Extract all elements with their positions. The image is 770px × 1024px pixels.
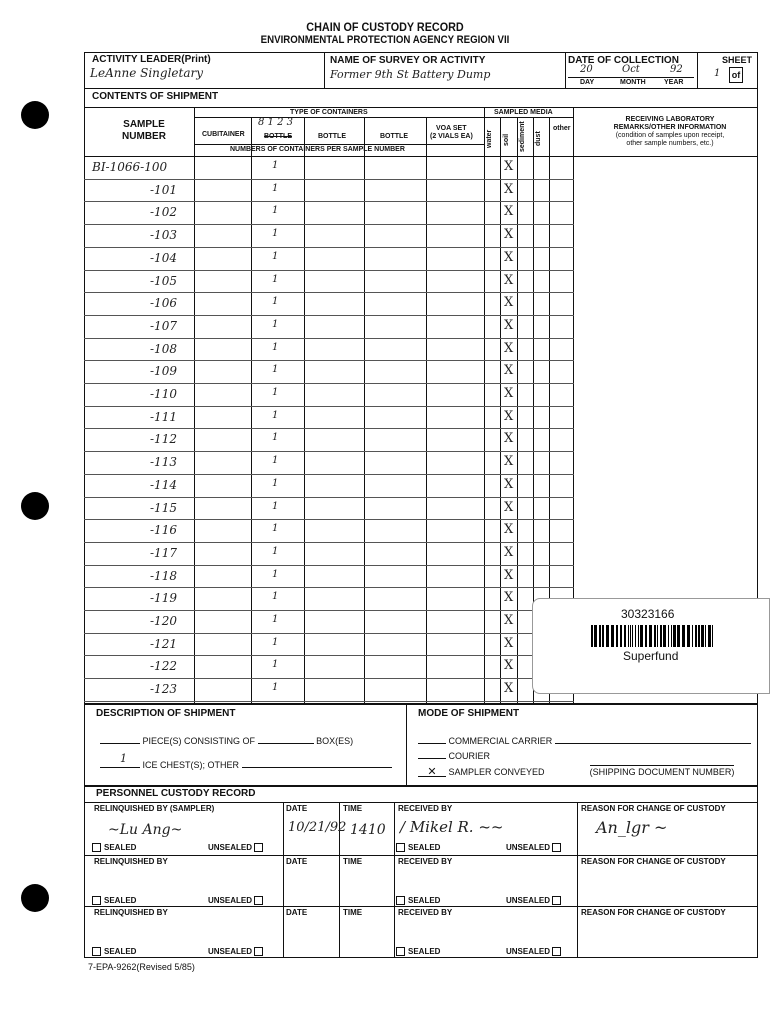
sample-number-cell[interactable]: -105 (150, 273, 177, 288)
table-row-divider (84, 542, 574, 543)
barcode-bar (712, 625, 713, 647)
soil-media-mark[interactable]: X (504, 204, 514, 220)
sample-number-cell[interactable]: -115 (150, 500, 177, 515)
checkbox-label: SEALED (104, 843, 137, 852)
soil-media-mark[interactable]: X (504, 408, 514, 424)
barcode-bar (606, 625, 609, 647)
barcode-bar (591, 625, 593, 647)
soil-media-mark[interactable]: X (504, 590, 514, 606)
date-of-collection-label: DATE OF COLLECTION (568, 55, 679, 66)
remarks-sub2: other sample numbers, etc.) (626, 140, 714, 147)
sheet-number[interactable]: 1 (714, 68, 721, 79)
table-row-divider (84, 633, 574, 634)
table-row-divider (84, 587, 574, 588)
table-row-divider (84, 610, 574, 611)
soil-media-mark[interactable]: X (504, 159, 514, 174)
time-label: TIME (343, 857, 363, 866)
table-row-divider (84, 406, 574, 407)
barcode-bar (645, 625, 647, 647)
container-count-cell[interactable]: 1 (272, 409, 279, 421)
soil-media-mark[interactable]: X (504, 567, 514, 583)
sample-number-cell[interactable]: -113 (150, 455, 177, 470)
relinquished-by-label: RELINQUISHED BY (94, 908, 168, 917)
table-row-divider (84, 247, 574, 248)
sample-number-cell[interactable]: -118 (150, 568, 177, 583)
relinquished-by-label: RELINQUISHED BY (94, 857, 168, 866)
table-row-divider (84, 292, 574, 293)
media-other-label: other (553, 125, 571, 132)
soil-media-mark[interactable]: X (504, 249, 514, 265)
sheet-of-box: of (729, 67, 743, 83)
barcode-bar (616, 625, 618, 647)
soil-media-mark[interactable]: X (504, 340, 514, 356)
barcode-bar (635, 625, 636, 647)
container-count-cell[interactable]: 1 (272, 228, 279, 240)
container-count-cell[interactable]: 1 (272, 455, 279, 467)
month-label: MONTH (620, 79, 646, 86)
barcode-bar (649, 625, 652, 647)
soil-media-mark[interactable]: X (504, 317, 514, 333)
relinquished-signature: ~Lu Ang~ (108, 822, 183, 838)
sample-number-cell[interactable]: -103 (150, 228, 177, 243)
date-year[interactable]: 92 (670, 64, 683, 75)
ice-chest-line (100, 760, 392, 770)
table-row-divider (84, 201, 574, 202)
barcode-bar (657, 625, 658, 647)
soil-media-mark[interactable]: X (504, 272, 514, 288)
barcode-bar (638, 625, 639, 647)
media-sediment-label: sediment (519, 121, 526, 152)
custody-date-entry[interactable]: 10/21/92 (288, 820, 347, 835)
checkbox-label: UNSEALED (208, 947, 253, 956)
barcode-bar (695, 625, 697, 647)
sample-number-cell[interactable]: -111 (150, 409, 177, 424)
sample-number-cell[interactable]: -121 (150, 636, 177, 651)
checkbox-label: UNSEALED (208, 896, 253, 905)
checkbox-label: SEALED (408, 843, 441, 852)
sticker-number: 30323166 (621, 607, 675, 621)
date-day[interactable]: 20 (580, 64, 593, 75)
bottle-label-1: BOTTLE (264, 133, 292, 140)
remarks-sub1: (condition of samples upon receipt, (615, 132, 725, 139)
checkbox[interactable] (396, 947, 405, 956)
container-count-cell[interactable]: 1 (272, 545, 279, 557)
reason-for-change-label: REASON FOR CHANGE OF CUSTODY (581, 857, 726, 866)
table-row-divider (84, 474, 574, 475)
soil-media-mark[interactable]: X (504, 431, 514, 447)
barcode-bar (599, 625, 601, 647)
table-row-divider (84, 565, 574, 566)
barcode-bar (611, 625, 614, 647)
contents-of-shipment-label: CONTENTS OF SHIPMENT (92, 91, 219, 102)
soil-media-mark[interactable]: X (504, 635, 514, 651)
container-count-cell[interactable]: 1 (272, 568, 279, 580)
table-row-divider (84, 383, 574, 384)
soil-media-mark[interactable]: X (504, 658, 514, 674)
activity-leader-label: ACTIVITY LEADER(Print) (92, 54, 211, 65)
soil-media-mark[interactable]: X (504, 181, 514, 197)
checkbox[interactable] (92, 843, 101, 852)
barcode-bar (620, 625, 622, 647)
container-count-cell[interactable]: 1 (272, 341, 279, 353)
unsealed-checkbox[interactable] (208, 947, 266, 956)
checkbox-label: SEALED (104, 896, 137, 905)
soil-media-mark[interactable]: X (504, 227, 514, 243)
sample-number-cell[interactable]: -112 (150, 432, 177, 447)
received-sealed-checkbox[interactable] (396, 843, 440, 852)
container-count-cell[interactable]: 1 (272, 296, 279, 308)
sample-number-label: SAMPLE NUMBER (122, 119, 166, 142)
date-label: DATE (286, 908, 308, 917)
barcode-bar (668, 625, 669, 647)
commercial-carrier-label: COMMERCIAL CARRIER (448, 736, 553, 746)
sample-number-cell[interactable]: -108 (150, 341, 177, 356)
sample-number-cell[interactable]: -104 (150, 250, 177, 265)
checkbox[interactable] (92, 947, 101, 956)
sealed-checkbox[interactable] (92, 843, 136, 852)
barcode-bar (687, 625, 690, 647)
boxes-label: BOX(ES) (316, 736, 354, 746)
survey-value[interactable]: Former 9th St Battery Dump (330, 68, 491, 81)
container-count-cell[interactable]: 1 (272, 614, 279, 625)
container-count-cell[interactable]: 1 (272, 273, 279, 285)
checkbox[interactable] (396, 896, 405, 905)
sampler-conveyed-label: SAMPLER CONVEYED (448, 767, 545, 777)
container-count-cell[interactable]: 1 (272, 250, 279, 262)
ice-chest-count[interactable]: 1 (120, 752, 127, 765)
container-count-cell[interactable]: 1 (272, 318, 279, 330)
voa-set-label: VOA SET (436, 125, 467, 132)
container-count-cell[interactable]: 1 (272, 387, 279, 398)
received-unsealed-checkbox[interactable] (506, 947, 564, 956)
barcode-bar (677, 625, 680, 647)
date-label: DATE (286, 857, 308, 866)
punch-hole-bottom (21, 884, 49, 912)
soil-media-mark[interactable]: X (504, 499, 514, 515)
courier-label: COURIER (448, 751, 491, 761)
sticker-label: Superfund (623, 649, 679, 663)
received-unsealed-checkbox[interactable] (506, 843, 564, 852)
sample-number-cell[interactable]: -107 (150, 318, 177, 333)
custody-time-entry[interactable]: 1410 (350, 822, 386, 838)
table-row-divider (84, 360, 574, 361)
barcode-bar (602, 625, 604, 647)
punch-hole-top (21, 101, 49, 129)
barcode-bar (673, 625, 676, 647)
checkbox[interactable] (254, 947, 263, 956)
barcode-bar (628, 625, 629, 647)
checkbox[interactable] (552, 947, 561, 956)
sample-number-cell[interactable]: -101 (150, 182, 177, 197)
container-count-cell[interactable]: 1 (272, 500, 279, 512)
day-label: DAY (580, 79, 595, 86)
soil-media-mark[interactable]: X (504, 544, 514, 560)
remarks-label: REMARKS/OTHER INFORMATION (613, 124, 727, 131)
pieces-label: PIECE(S) CONSISTING OF (142, 736, 256, 746)
table-row-divider (84, 497, 574, 498)
barcode-bar (594, 625, 597, 647)
sample-number-cell[interactable]: -116 (150, 523, 177, 538)
date-month[interactable]: Oct (622, 64, 640, 75)
checkbox-label: SEALED (104, 947, 137, 956)
container-count-cell[interactable]: 1 (272, 659, 279, 671)
reason-signature: An_lgr ~ (596, 818, 668, 837)
time-label: TIME (343, 908, 363, 917)
container-count-cell[interactable]: 1 (272, 205, 279, 217)
receiving-lab-label: RECEIVING LABORATORY (625, 116, 715, 123)
received-by-label: RECEIVED BY (398, 804, 453, 813)
pieces-line (100, 736, 353, 746)
sealed-checkbox[interactable] (92, 947, 136, 956)
superfund-sticker (532, 598, 770, 694)
soil-media-mark[interactable]: X (504, 522, 514, 538)
checkbox[interactable] (254, 843, 263, 852)
sample-number-cell[interactable]: -102 (150, 205, 177, 220)
sample-number-cell[interactable]: -114 (150, 477, 177, 492)
survey-label: NAME OF SURVEY OR ACTIVITY (330, 55, 486, 66)
barcode-bar (630, 625, 631, 647)
barcode-bar (632, 625, 633, 647)
unsealed-checkbox[interactable] (208, 843, 266, 852)
soil-media-mark[interactable]: X (504, 476, 514, 492)
bottle-label-3: BOTTLE (380, 133, 408, 140)
barcode-bar (698, 625, 700, 647)
voa-sub-label: (2 VIALS EA) (430, 133, 473, 140)
barcode-bar (692, 625, 693, 647)
container-count-cell[interactable]: 1 (272, 636, 279, 648)
barcode-bar (640, 625, 643, 647)
soil-media-mark[interactable]: X (504, 363, 514, 379)
form-number: 7-EPA-9262(Revised 5/85) (88, 962, 195, 972)
shipping-doc-label: (SHIPPING DOCUMENT NUMBER) (589, 767, 735, 777)
media-dust-label: dust (535, 131, 542, 146)
numbers-of-containers-label: NUMBERS OF CONTAINERS PER SAMPLE NUMBER (230, 146, 405, 153)
checkbox-label: UNSEALED (506, 843, 551, 852)
received-sealed-checkbox[interactable] (396, 896, 440, 905)
container-count-cell[interactable]: 1 (272, 364, 279, 376)
sample-number-cell[interactable]: -120 (150, 614, 177, 628)
activity-leader-value[interactable]: LeAnne Singletary (90, 66, 204, 80)
media-soil-label: soil (503, 133, 510, 146)
date-label: DATE (286, 804, 308, 813)
punch-hole-middle (21, 492, 49, 520)
form-title: CHAIN OF CUSTODY RECORD (306, 20, 464, 34)
container-count-cell[interactable]: 1 (272, 682, 279, 694)
container-count-cell[interactable]: 1 (272, 523, 279, 535)
description-of-shipment-label: DESCRIPTION OF SHIPMENT (96, 708, 236, 719)
barcode-bar (682, 625, 685, 647)
checkbox[interactable] (552, 896, 561, 905)
table-row-divider (84, 701, 574, 702)
checkbox-label: SEALED (408, 947, 441, 956)
received-sealed-checkbox[interactable] (396, 947, 440, 956)
time-label: TIME (343, 804, 363, 813)
checkbox-label: SEALED (408, 896, 441, 905)
table-row-divider (84, 519, 574, 520)
checkbox-label: UNSEALED (506, 896, 551, 905)
checkbox[interactable] (552, 843, 561, 852)
barcode-bar (705, 625, 706, 647)
received-by-label: RECEIVED BY (398, 908, 453, 917)
received-by-label: RECEIVED BY (398, 857, 453, 866)
sample-number-cell[interactable]: -119 (150, 591, 177, 606)
sample-number-cell[interactable]: BI-1066-100 (92, 160, 168, 174)
table-row-divider (84, 338, 574, 339)
courier-line (418, 751, 490, 761)
container-count-cell[interactable]: 1 (272, 182, 279, 194)
reason-for-change-label: REASON FOR CHANGE OF CUSTODY (581, 804, 726, 813)
unsealed-checkbox[interactable] (208, 896, 266, 905)
sheet-label: SHEET (722, 55, 753, 65)
barcode-bar (654, 625, 656, 647)
soil-media-mark[interactable]: X (504, 454, 514, 470)
checkbox[interactable] (254, 896, 263, 905)
container-count-cell[interactable]: 1 (272, 160, 279, 171)
soil-media-mark[interactable]: X (504, 613, 514, 628)
checkbox-label: UNSEALED (506, 947, 551, 956)
table-row-divider (84, 655, 574, 656)
soil-media-mark[interactable]: X (504, 295, 514, 311)
barcode-bar (663, 625, 666, 647)
media-water-label: water (486, 129, 493, 148)
personnel-custody-label: PERSONNEL CUSTODY RECORD (96, 788, 256, 799)
year-label: YEAR (664, 79, 684, 86)
table-row-divider (84, 428, 574, 429)
table-row-divider (84, 224, 574, 225)
barcode-bar (701, 625, 704, 647)
sample-number-cell[interactable]: -123 (150, 682, 177, 697)
sampler-conveyed-line: ✕ SAMPLER CONVEYED (SHIPPING DOCUMENT NUMBER) (418, 767, 734, 777)
cubitainer-label: CUBITAINER (202, 131, 245, 138)
received-unsealed-checkbox[interactable] (506, 896, 564, 905)
table-row-divider (84, 270, 574, 271)
commercial-carrier-line (418, 736, 751, 746)
soil-media-mark[interactable]: X (504, 681, 514, 697)
sampled-media-label: SAMPLED MEDIA (494, 109, 553, 116)
checkbox[interactable] (396, 843, 405, 852)
barcode-bar (671, 625, 672, 647)
sample-number-cell[interactable]: -122 (150, 659, 177, 674)
checkbox-label: UNSEALED (208, 843, 253, 852)
table-row-divider (84, 315, 574, 316)
container-count-cell[interactable]: 1 (272, 432, 279, 444)
table-row-divider (84, 678, 574, 679)
sample-number-cell[interactable]: -110 (150, 387, 177, 401)
barcode-bar (624, 625, 626, 647)
checkbox[interactable] (92, 896, 101, 905)
container-header-handwritten: 8 1 2 3 (258, 117, 293, 128)
soil-media-mark[interactable]: X (504, 386, 514, 401)
type-of-containers-label: TYPE OF CONTAINERS (290, 109, 368, 116)
relinquished-by-label: RELINQUISHED BY (SAMPLER) (94, 804, 215, 813)
table-row-divider (84, 451, 574, 452)
ice-chest-label: ICE CHEST(S); OTHER (142, 760, 240, 770)
reason-for-change-label: REASON FOR CHANGE OF CUSTODY (581, 908, 726, 917)
container-count-cell[interactable]: 1 (272, 477, 279, 489)
received-signature: / Mikel R. ~~ (400, 818, 504, 836)
sample-number-cell[interactable]: -106 (150, 296, 177, 311)
form-subtitle: ENVIRONMENTAL PROTECTION AGENCY REGION VII (260, 34, 510, 46)
barcode-bar (660, 625, 662, 647)
mode-of-shipment-label: MODE OF SHIPMENT (418, 708, 520, 719)
sample-number-cell[interactable]: -109 (150, 364, 177, 379)
barcode (591, 625, 717, 647)
sealed-checkbox[interactable] (92, 896, 136, 905)
sample-number-cell[interactable]: -117 (150, 545, 177, 560)
table-row-divider (84, 179, 574, 180)
bottle-label-2: BOTTLE (318, 133, 346, 140)
container-count-cell[interactable]: 1 (272, 591, 279, 603)
barcode-bar (708, 625, 711, 647)
